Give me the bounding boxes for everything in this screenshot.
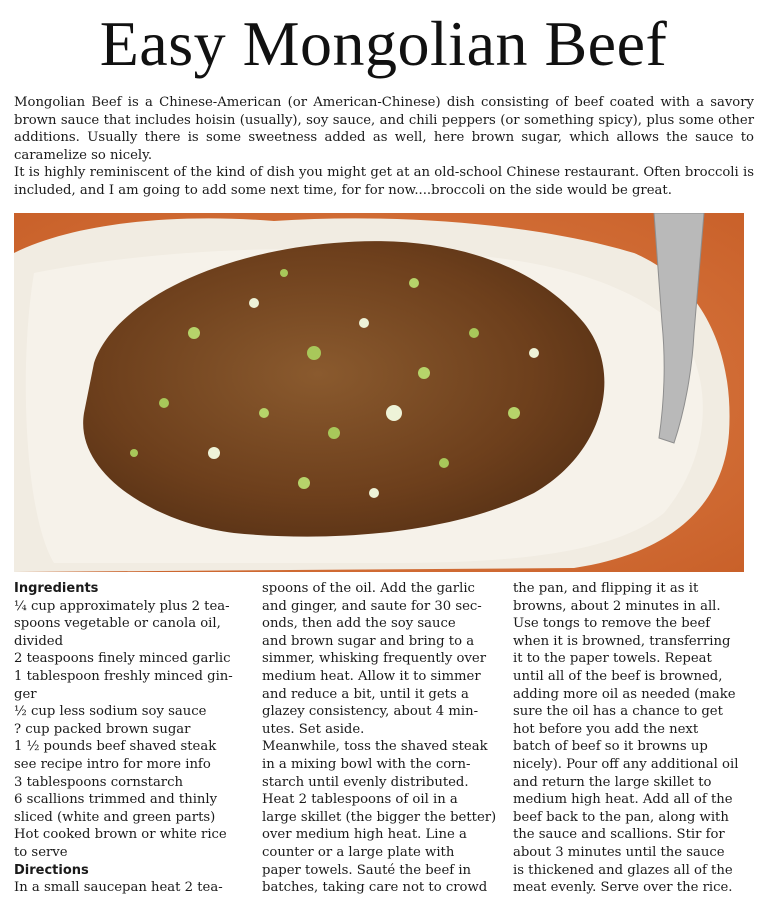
text-line: sure the oil has a chance to get [513, 704, 723, 720]
text-line: utes. Set aside. [262, 721, 365, 737]
text-line: sliced (white and green parts) [14, 809, 216, 825]
text-line: Hot cooked brown or white rice [14, 827, 227, 843]
text-line: spoons of the oil. Add the garlic [262, 581, 475, 596]
text-line: In a small saucepan heat 2 tea- [14, 880, 223, 896]
recipe-column-2 [262, 580, 502, 897]
text-line: and reduce a bit, until it gets a [262, 686, 469, 702]
text-line: and ginger, and saute for 30 sec- [262, 598, 482, 614]
text-line: onds, then add the soy sauce [262, 616, 456, 632]
intro-paragraph-2: It is highly reminiscent of the kind of dish you might get at an old-school Chinese restaurant. Often broccoli is included, and I am going to add some next time, for for now....broccoli on the side would be great. [14, 165, 754, 198]
text-line: counter or a large plate with [262, 844, 455, 860]
text-line: nicely). Pour off any additional oil [513, 756, 739, 772]
text-line: large skillet (the bigger the better) [262, 809, 497, 825]
text-line: over medium high heat. Line a [262, 827, 467, 843]
text-line: to serve [14, 844, 68, 860]
text-line: the sauce and scallions. Stir for [513, 827, 725, 843]
text-line: in a mixing bowl with the corn- [262, 756, 471, 772]
text-line: 1 ½ pounds beef shaved steak [14, 739, 217, 755]
text-line: adding more oil as needed (make [513, 686, 736, 702]
recipe-column-3 [513, 580, 753, 897]
text-line: and brown sugar and bring to a [262, 633, 475, 649]
text-line: ger [14, 686, 37, 702]
text-line: medium heat. Allow it to simmer [262, 668, 481, 684]
intro-text [14, 94, 754, 199]
intro-paragraph-1: Mongolian Beef is a Chinese-American (or American-Chinese) dish consisting of beef coated with a savory brown sauce that includes hoisin (usually), soy sauce, and chili peppers (or something spicy), plus some other additions. Usually there is some sweetness added as well, here brown sugar, which allows the sauce to caramelize so nicely. [14, 95, 754, 163]
page-title: Easy Mongolian Beef [99, 8, 668, 79]
text-line: 3 tablespoons cornstarch [14, 774, 183, 790]
text-line: beef back to the pan, along with [513, 809, 729, 825]
text-line: see recipe intro for more info [14, 756, 211, 772]
text-line: meat evenly. Serve over the rice. [513, 880, 733, 896]
text-line: the pan, and flipping it as it [513, 581, 699, 596]
text-line: ¼ cup approximately plus 2 tea- [14, 598, 230, 614]
text-line: 6 scallions trimmed and thinly [14, 792, 218, 808]
text-line: 1 tablespoon freshly minced gin- [14, 668, 233, 684]
text-line: browns, about 2 minutes in all. [513, 598, 721, 614]
text-line: paper towels. Sauté the beef in [262, 862, 472, 878]
text-line: batch of beef so it browns up [513, 739, 708, 755]
text-line: until all of the beef is browned, [513, 668, 723, 684]
directions-heading: Directions [14, 862, 89, 878]
ingredients-heading: Ingredients [14, 581, 99, 596]
recipe-column-1 [14, 580, 252, 897]
text-line: starch until evenly distributed. [262, 774, 469, 790]
text-line: about 3 minutes until the sauce [513, 844, 725, 860]
text-line: Heat 2 tablespoons of oil in a [262, 792, 458, 808]
text-line: spoons vegetable or canola oil, [14, 616, 221, 632]
text-line: is thickened and glazes all of the [513, 862, 733, 878]
text-line: simmer, whisking frequently over [262, 651, 487, 667]
text-line: ½ cup less sodium soy sauce [14, 704, 207, 720]
text-line: 2 teaspoons finely minced garlic [14, 651, 231, 667]
text-line: it to the paper towels. Repeat [513, 651, 712, 667]
text-line: ? cup packed brown sugar [14, 721, 191, 737]
text-line: Meanwhile, toss the shaved steak [262, 739, 488, 755]
text-line: batches, taking care not to crowd [262, 880, 488, 896]
text-line: when it is browned, transferring [513, 633, 731, 649]
text-line: Use tongs to remove the beef [513, 616, 711, 632]
text-line: and return the large skillet to [513, 774, 712, 790]
text-line: divided [14, 633, 64, 649]
mongolian-beef-illustration [14, 213, 744, 572]
text-line: hot before you add the next [513, 721, 699, 737]
dish-photo [14, 213, 744, 572]
text-line: medium high heat. Add all of the [513, 792, 733, 808]
text-line: glazey consistency, about 4 min- [262, 704, 479, 720]
